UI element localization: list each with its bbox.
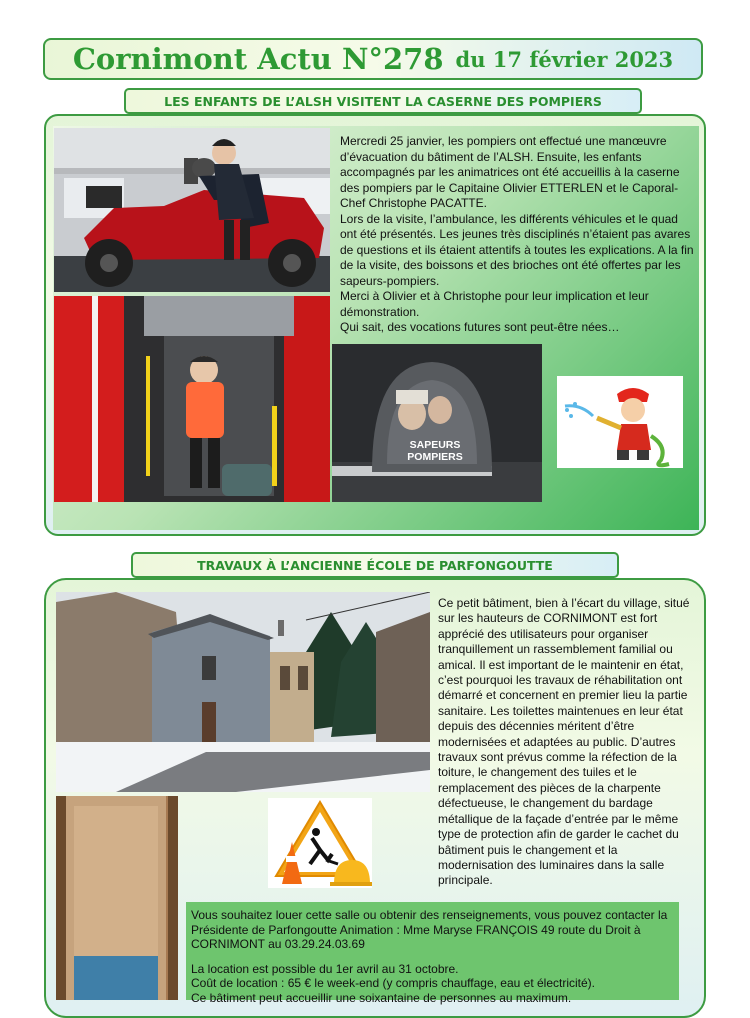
- section2-body: Ce petit bâtiment, bien à l’écart du village, situé sur les hauteurs de CORNIMONT est fort apprécié des utilisateurs pour organiser tranquillement un rassemblement familial ou amical. Il est important de le maintenir en état, c’est pourquoi les travaux de réhabilitation ont démarré et concernent en premier lieu la partie sanitaire. Les toilettes maintenues en leur état depuis des décennies méritent d’être modernisées et adaptées au public. D’autres travaux sont prévus comme la réfection de la toiture, le changement des tuiles et le remplacement des pièces de la charpente défectueuse, le changement du bardage métallique de la façade d’entrée par le même type de protection afin de garder le cachet du bâtiment puis le changement et la modernisation des luminaires dans la salle principale.: [438, 596, 690, 888]
- helmet-label: SAPEURS POMPIERS: [407, 439, 463, 463]
- section1-paragraph: Mercredi 25 janvier, les pompiers ont effectué une manœuvre d’évacuation du bâtiment de l’ALSH. Ensuite, les enfants accompagnés par les animatrices ont été accueillis à la caserne des pompiers par le Capitaine Olivier ETTERLEN et le Caporal-Chef Christophe PACATTE.: [340, 134, 680, 210]
- section1-heading: LES ENFANTS DE L’ALSH VISITENT LA CASERNE DES POMPIERS: [124, 88, 642, 114]
- newsletter-date: du 17 février 2023: [455, 46, 674, 72]
- rental-capacity: Ce bâtiment peut accueillir une soixantaine de personnes au maximum.: [191, 990, 572, 1005]
- photo-child-in-fire-truck: [54, 296, 330, 502]
- construction-warning-icon: [268, 798, 372, 888]
- photo-kids-on-quad: [54, 128, 330, 292]
- newsletter-title-banner: [43, 38, 703, 80]
- section2-article-text: [438, 596, 690, 889]
- section2-heading: TRAVAUX À L’ANCIENNE ÉCOLE DE PARFONGOUTTE: [131, 552, 619, 578]
- section1-paragraph: Merci à Olivier et à Christophe pour leur implication et leur démonstration.: [340, 289, 649, 319]
- firefighter-kid-icon: [557, 376, 683, 468]
- rental-contact: Vous souhaitez louer cette salle ou obtenir des renseignements, vous pouvez contacter la Présidente de Parfongoutte Animation : Mme Maryse FRANÇOIS 49 route du Droit à CORNIMONT au 03.29.24.03.69: [191, 908, 668, 951]
- quad-photo-illustration: [54, 128, 330, 292]
- helmet-photo-illustration: [332, 344, 542, 502]
- section1-article-text: [340, 134, 696, 336]
- photo-toilet-interior: [56, 796, 178, 1000]
- photo-firefighter-helmet: [332, 344, 542, 502]
- toilet-interior-illustration: [56, 796, 178, 1000]
- photo-parfongoutte-school: [56, 592, 430, 792]
- firefighter-clipart: [557, 376, 683, 468]
- rental-info-box: [186, 902, 679, 1005]
- rental-cost: Coût de location : 65 € le week-end (y compris chauffage, eau et électricité).: [191, 976, 595, 990]
- newsletter-title: Cornimont Actu N°278: [72, 42, 444, 76]
- rental-period: La location est possible du 1er avril au 31 octobre.: [191, 961, 459, 976]
- fire-truck-photo-illustration: [54, 296, 330, 502]
- school-building-illustration: [56, 592, 430, 792]
- roadworks-clipart: [268, 798, 372, 888]
- section1-paragraph: Qui sait, des vocations futures sont peut-être nées…: [340, 320, 620, 334]
- section1-paragraph: Lors de la visite, l’ambulance, les différents véhicules et le quad ont été présentés. Les jeunes très disciplinés n’étaient pas avares de questions et ils étaient attentifs à toutes les explications. A la fin de la visite, des boissons et des brioches ont été offertes par les sapeurs-pompiers.: [340, 211, 694, 288]
